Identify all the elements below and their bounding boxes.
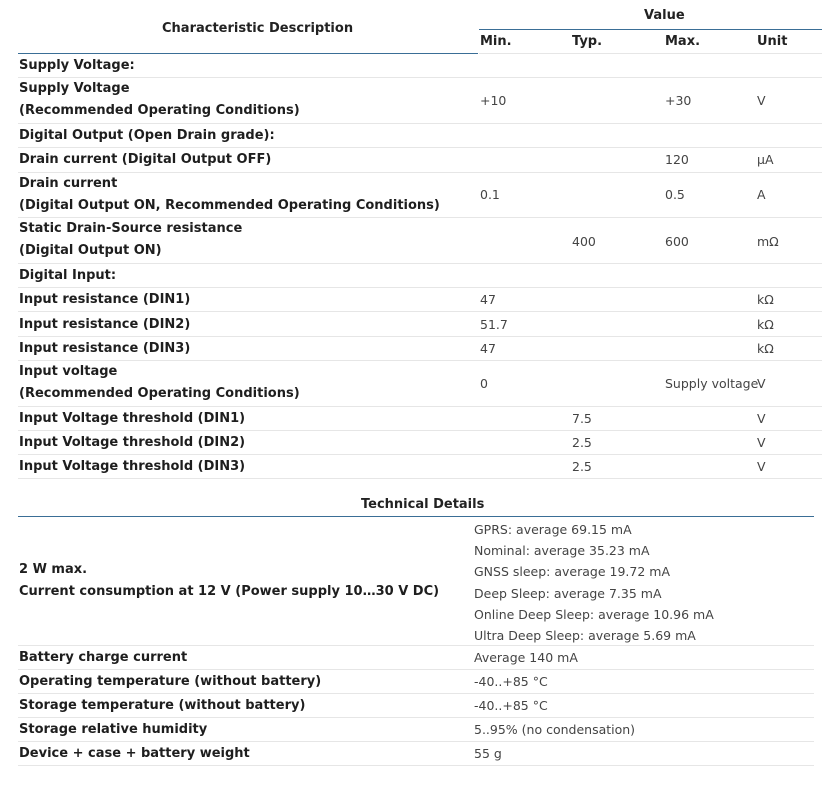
row-label: Input Voltage threshold (DIN1) bbox=[19, 411, 246, 426]
row-label: Input resistance (DIN2) bbox=[19, 317, 191, 332]
row-label: Input Voltage threshold (DIN2) bbox=[19, 435, 246, 450]
consumption-label-line2: Current consumption at 12 V (Power supply 10…30 V DC) bbox=[19, 584, 440, 599]
cell-min: 47 bbox=[480, 341, 496, 356]
row-label-line1: Static Drain-Source resistance bbox=[19, 221, 243, 236]
row-divider bbox=[18, 430, 822, 431]
consumption-value: Ultra Deep Sleep: average 5.69 mA bbox=[474, 628, 696, 644]
consumption-value: Deep Sleep: average 7.35 mA bbox=[474, 585, 662, 601]
cell-max: 120 bbox=[665, 152, 689, 167]
cell-unit: V bbox=[757, 435, 766, 450]
header-description-underline bbox=[18, 53, 478, 54]
row-value: -40..+85 °C bbox=[474, 674, 548, 689]
row-divider bbox=[18, 336, 822, 337]
cell-max: 0.5 bbox=[665, 187, 685, 202]
row-divider bbox=[18, 147, 822, 148]
cell-unit: V bbox=[757, 93, 766, 108]
cell-unit: V bbox=[757, 459, 766, 474]
row-value: 55 g bbox=[474, 746, 502, 761]
cell-min: +10 bbox=[480, 93, 507, 108]
cell-unit: A bbox=[757, 187, 766, 202]
row-label: Operating temperature (without battery) bbox=[19, 674, 322, 689]
row-label: Storage relative humidity bbox=[19, 722, 208, 737]
row-label-line1: Supply Voltage bbox=[19, 81, 130, 96]
row-label bbox=[19, 78, 300, 122]
cell-unit: μA bbox=[757, 152, 774, 167]
row-label: Input resistance (DIN3) bbox=[19, 341, 191, 356]
header-typ: Typ. bbox=[572, 34, 603, 49]
cell-unit: mΩ bbox=[757, 234, 779, 249]
row-label: Device + case + battery weight bbox=[19, 746, 250, 761]
row-label bbox=[19, 218, 242, 262]
consumption-value: GPRS: average 69.15 mA bbox=[474, 522, 632, 537]
row-divider bbox=[18, 765, 814, 766]
cell-min: 0 bbox=[480, 376, 488, 391]
technical-details-title: Technical Details bbox=[361, 497, 485, 512]
row-label: Storage temperature (without battery) bbox=[19, 698, 306, 713]
row-label bbox=[19, 361, 300, 405]
row-label-line1: Drain current bbox=[19, 176, 118, 191]
row-label: Battery charge current bbox=[19, 650, 188, 665]
consumption-value: Nominal: average 35.23 mA bbox=[474, 543, 650, 559]
row-label: Drain current (Digital Output OFF) bbox=[19, 152, 272, 167]
row-label-line2: (Digital Output ON) bbox=[19, 243, 162, 258]
cell-typ: 7.5 bbox=[572, 411, 592, 426]
row-value: -40..+85 °C bbox=[474, 698, 548, 713]
header-value-underline bbox=[479, 29, 822, 30]
header-unit: Unit bbox=[757, 34, 788, 49]
row-label-line2: (Recommended Operating Conditions) bbox=[19, 386, 300, 401]
cell-max: 600 bbox=[665, 234, 689, 249]
consumption-value: Online Deep Sleep: average 10.96 mA bbox=[474, 606, 714, 622]
row-divider bbox=[18, 287, 822, 288]
row-label-line2: (Recommended Operating Conditions) bbox=[19, 103, 300, 118]
consumption-label bbox=[19, 559, 439, 603]
header-divider bbox=[479, 53, 822, 54]
cell-unit: V bbox=[757, 376, 766, 391]
row-label: Digital Output (Open Drain grade): bbox=[19, 128, 275, 143]
row-label-line2: (Digital Output ON, Recommended Operating Conditions) bbox=[19, 198, 440, 213]
row-divider bbox=[18, 311, 822, 312]
row-divider bbox=[18, 406, 822, 407]
row-divider bbox=[18, 717, 814, 718]
cell-unit: kΩ bbox=[757, 317, 774, 332]
row-divider bbox=[18, 669, 814, 670]
header-value: Value bbox=[644, 8, 685, 23]
header-characteristic-description: Characteristic Description bbox=[162, 21, 354, 36]
row-divider bbox=[18, 478, 822, 479]
cell-typ: 2.5 bbox=[572, 459, 592, 474]
row-label: Digital Input: bbox=[19, 268, 117, 283]
consumption-value: GNSS sleep: average 19.72 mA bbox=[474, 564, 670, 580]
consumption-label-line1: 2 W max. bbox=[19, 562, 88, 577]
row-divider bbox=[18, 741, 814, 742]
cell-max: Supply voltage bbox=[665, 376, 759, 391]
cell-typ: 2.5 bbox=[572, 435, 592, 450]
row-value: 5..95% (no condensation) bbox=[474, 722, 636, 737]
header-min: Min. bbox=[480, 34, 512, 49]
header-max: Max. bbox=[665, 34, 701, 49]
cell-unit: kΩ bbox=[757, 292, 774, 307]
row-divider bbox=[18, 454, 822, 455]
row-divider bbox=[18, 263, 822, 264]
cell-unit: kΩ bbox=[757, 341, 774, 356]
row-label: Input resistance (DIN1) bbox=[19, 292, 191, 307]
cell-min: 47 bbox=[480, 292, 496, 307]
cell-min: 51.7 bbox=[480, 317, 508, 332]
row-divider bbox=[18, 123, 822, 124]
row-divider bbox=[18, 645, 814, 646]
cell-typ: 400 bbox=[572, 234, 596, 249]
row-value: Average 140 mA bbox=[474, 650, 578, 665]
cell-max: +30 bbox=[665, 93, 692, 108]
cell-unit: V bbox=[757, 411, 766, 426]
consumption-values bbox=[474, 519, 714, 646]
row-label-line1: Input voltage bbox=[19, 364, 118, 379]
row-divider bbox=[18, 693, 814, 694]
row-label bbox=[19, 173, 440, 217]
cell-min: 0.1 bbox=[480, 187, 500, 202]
row-label: Input Voltage threshold (DIN3) bbox=[19, 459, 246, 474]
row-label: Supply Voltage: bbox=[19, 58, 135, 73]
technical-details-underline bbox=[18, 516, 814, 517]
